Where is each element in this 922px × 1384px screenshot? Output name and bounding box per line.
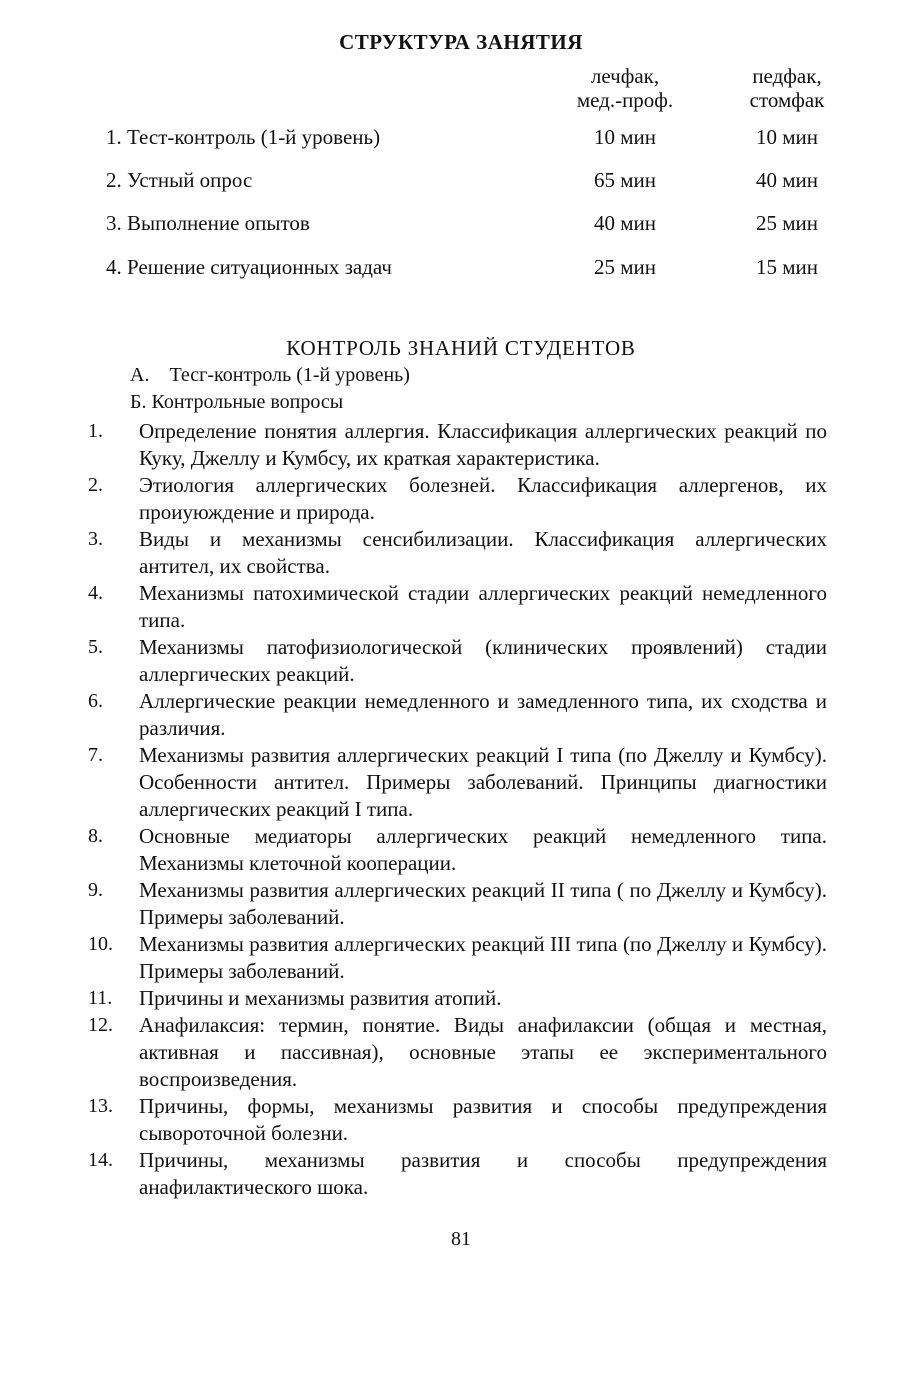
page-number: 81 xyxy=(451,1228,471,1250)
question-number: 10. xyxy=(88,933,113,955)
question-number: 4. xyxy=(88,582,103,604)
structure-row xyxy=(0,168,922,196)
question-text: Причины, механизмы развития и способы предупреждения анафилактического шока. xyxy=(139,1148,827,1199)
structure-row-time-pedfak: 10 мин xyxy=(755,125,818,149)
structure-row-time-lechfak: 65 мин xyxy=(593,168,656,192)
list-item xyxy=(0,1012,922,1093)
structure-row-time-lechfak: 25 мин xyxy=(593,255,656,279)
column-header-lechfak xyxy=(545,64,705,112)
structure-row xyxy=(0,255,922,283)
structure-row-time-lechfak: 10 мин xyxy=(593,125,656,149)
column-header-pedfak xyxy=(722,64,852,112)
question-number: 3. xyxy=(88,528,103,550)
subsection-a: А. Тесг-контроль (1-й уровень) xyxy=(130,364,410,386)
list-item xyxy=(0,418,922,472)
column-header-line: лечфак, xyxy=(590,64,660,88)
list-item xyxy=(0,742,922,823)
column-header-line: педфак, xyxy=(752,64,822,88)
question-text: Механизмы развития аллергических реакций II типа ( по Джеллу и Кумбсу). Примеры заболеваний. xyxy=(139,878,827,929)
control-title: КОНТРОЛЬ ЗНАНИЙ СТУДЕНТОВ xyxy=(286,336,636,360)
question-number: 13. xyxy=(88,1095,113,1117)
column-header-line: стомфак xyxy=(749,88,825,112)
question-text: Механизмы патофизиологической (клинических проявлений) стадии аллергических реакций. xyxy=(139,635,827,686)
list-item xyxy=(0,526,922,580)
question-text: Основные медиаторы аллергических реакций немедленного типа. Механизмы клеточной кооперации. xyxy=(139,824,827,875)
list-item xyxy=(0,823,922,877)
structure-row-time-pedfak: 40 мин xyxy=(755,168,818,192)
list-item xyxy=(0,688,922,742)
question-text: Определение понятия аллергия. Классификация аллергических реакций по Куку, Джеллу и Кумбсу, их краткая характеристика. xyxy=(139,419,827,470)
structure-row-time-pedfak: 25 мин xyxy=(755,211,818,235)
question-text: Механизмы развития аллергических реакций I типа (по Джеллу и Кумбсу). Особенности антител. Примеры заболеваний. Принципы диагностики аллергических реакций I типа. xyxy=(139,743,827,821)
list-item xyxy=(0,472,922,526)
question-text: Виды и механизмы сенсибилизации. Классификация аллергических антител, их свойства. xyxy=(139,527,827,578)
list-item xyxy=(0,931,922,985)
question-text: Механизмы развития аллергических реакций III типа (по Джеллу и Кумбсу). Примеры заболеваний. xyxy=(139,932,827,983)
structure-row-label: 1. Тест-контроль (1-й уровень) xyxy=(106,125,381,149)
list-item xyxy=(0,877,922,931)
list-item xyxy=(0,634,922,688)
structure-row xyxy=(0,125,922,153)
question-number: 1. xyxy=(88,420,103,442)
list-item xyxy=(0,1093,922,1147)
structure-row-label: 3. Выполнение опытов xyxy=(106,211,310,235)
subsection-b: Б. Контрольные вопросы xyxy=(130,391,344,413)
structure-row xyxy=(0,211,922,239)
question-text: Анафилаксия: термин, понятие. Виды анафилаксии (общая и местная, активная и пассивная), основные этапы ее экспериментального воспроизведения. xyxy=(139,1013,827,1091)
question-text: Механизмы патохимической стадии аллергических реакций немедленного типа. xyxy=(139,581,827,632)
list-item xyxy=(0,580,922,634)
structure-row-label: 2. Устный опрос xyxy=(106,168,253,192)
question-number: 7. xyxy=(88,744,103,766)
question-number: 8. xyxy=(88,825,103,847)
question-number: 6. xyxy=(88,690,103,712)
structure-row-time-pedfak: 15 мин xyxy=(755,255,818,279)
list-item xyxy=(0,1147,922,1201)
question-number: 5. xyxy=(88,636,103,658)
column-header-line: мед.-проф. xyxy=(576,88,674,112)
question-number: 14. xyxy=(88,1149,113,1171)
question-text: Этиология аллергических болезней. Классификация аллергенов, их проиуюждение и природа. xyxy=(139,473,827,524)
question-number: 12. xyxy=(88,1014,113,1036)
structure-row-time-lechfak: 40 мин xyxy=(593,211,656,235)
structure-row-label: 4. Решение ситуационных задач xyxy=(106,255,392,279)
question-text: Причины и механизмы развития атопий. xyxy=(139,986,502,1010)
question-number: 11. xyxy=(88,987,113,1009)
question-list xyxy=(0,418,922,1201)
question-text: Причины, формы, механизмы развития и способы предупреждения сывороточной болезни. xyxy=(139,1094,827,1145)
question-number: 9. xyxy=(88,879,103,901)
question-text: Аллергические реакции немедленного и замедленного типа, их сходства и различия. xyxy=(139,689,827,740)
structure-title: СТРУКТУРА ЗАНЯТИЯ xyxy=(339,30,583,54)
list-item xyxy=(0,985,922,1012)
question-number: 2. xyxy=(88,474,103,496)
